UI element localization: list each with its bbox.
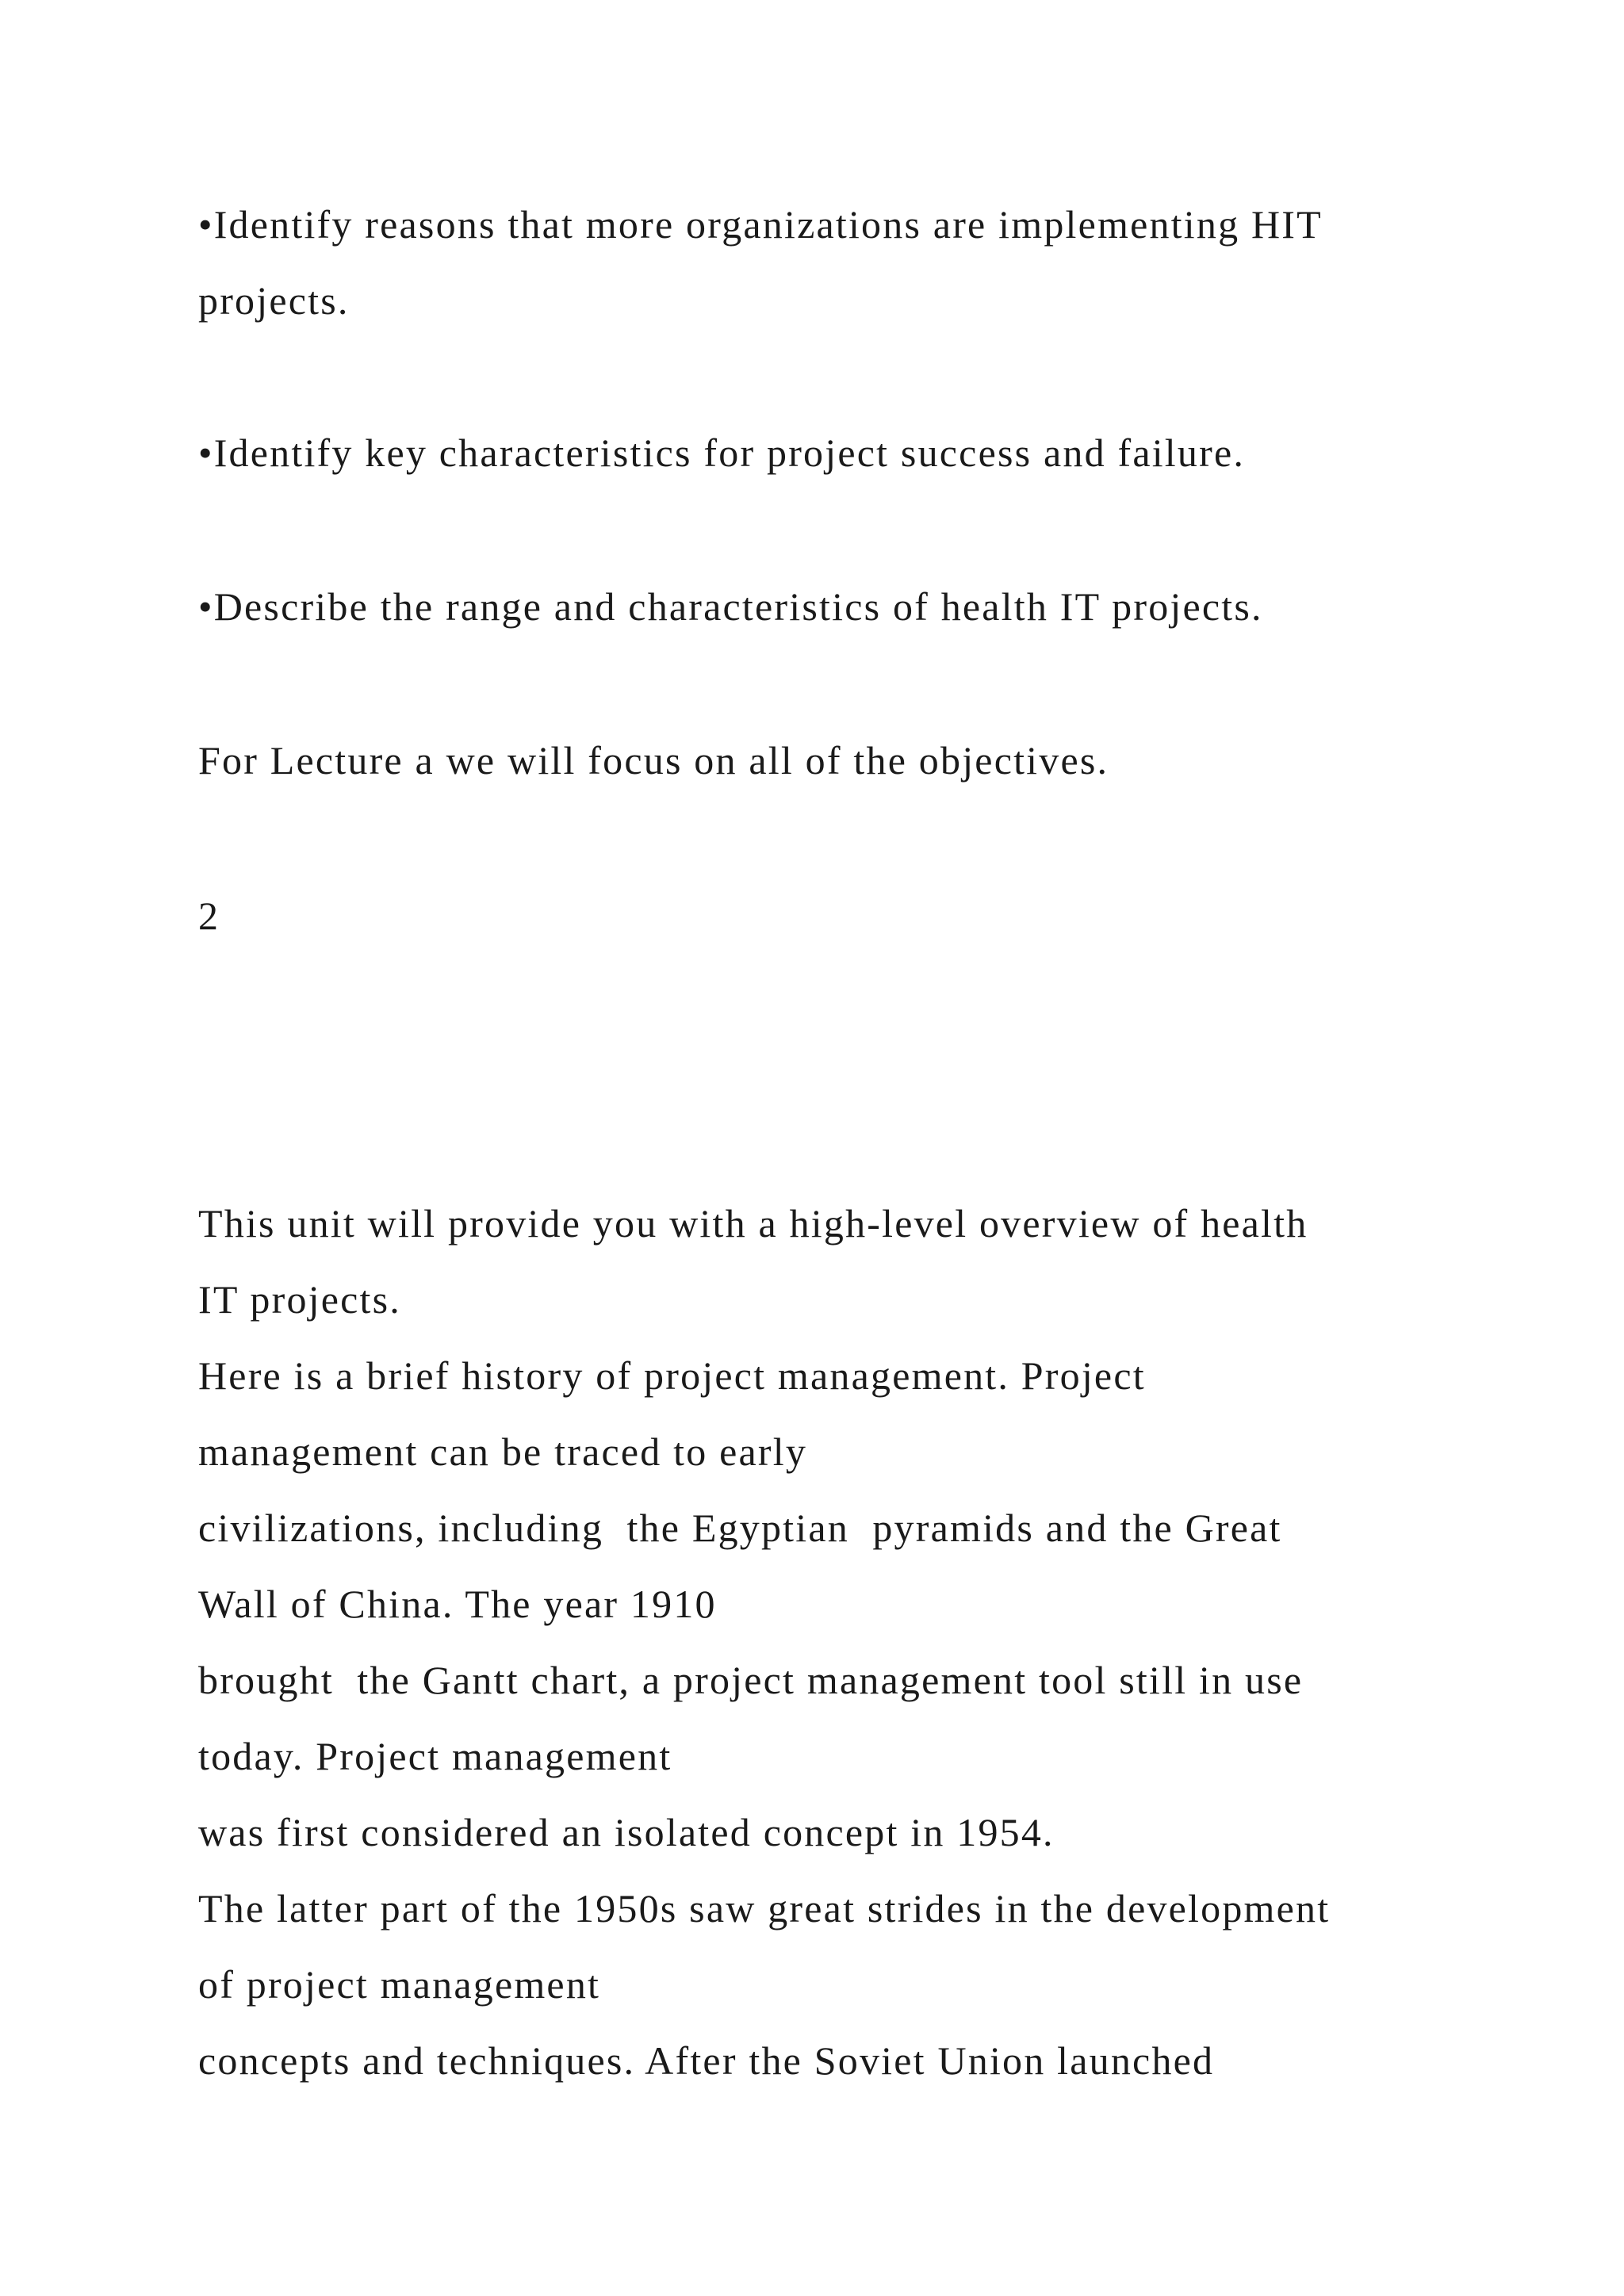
history-line-3: civilizations, including the Egyptian pyramids and the Great — [198, 1506, 1282, 1550]
history-line-6: today. Project management — [198, 1734, 672, 1778]
objective-success-failure: •Identify key characteristics for project success and failure. — [198, 430, 1246, 475]
history-line-8: The latter part of the 1950s saw great strides in the development — [198, 1886, 1331, 1931]
objective-hit-projects-line-2: projects. — [198, 278, 350, 323]
history-line-4: Wall of China. The year 1910 — [198, 1582, 717, 1626]
overview-line-2: IT projects. — [198, 1277, 401, 1322]
objective-hit-projects-line-1: •Identify reasons that more organizations are implementing HIT — [198, 202, 1323, 247]
history-line-9: of project management — [198, 1962, 601, 2007]
history-line-1: Here is a brief history of project management. Project — [198, 1353, 1146, 1398]
history-line-2: management can be traced to early — [198, 1429, 808, 1474]
objective-health-it-range: •Describe the range and characteristics of health IT projects. — [198, 584, 1263, 629]
history-line-10: concepts and techniques. After the Soviet Union launched — [198, 2038, 1215, 2083]
slide-number: 2 — [198, 894, 220, 938]
overview-line-1: This unit will provide you with a high-level overview of health — [198, 1201, 1308, 1246]
history-line-7: was first considered an isolated concept in 1954. — [198, 1810, 1055, 1854]
history-line-5: brought the Gantt chart, a project management tool still in use — [198, 1658, 1304, 1702]
lecture-focus-note: For Lecture a we will focus on all of the objectives. — [198, 738, 1109, 783]
